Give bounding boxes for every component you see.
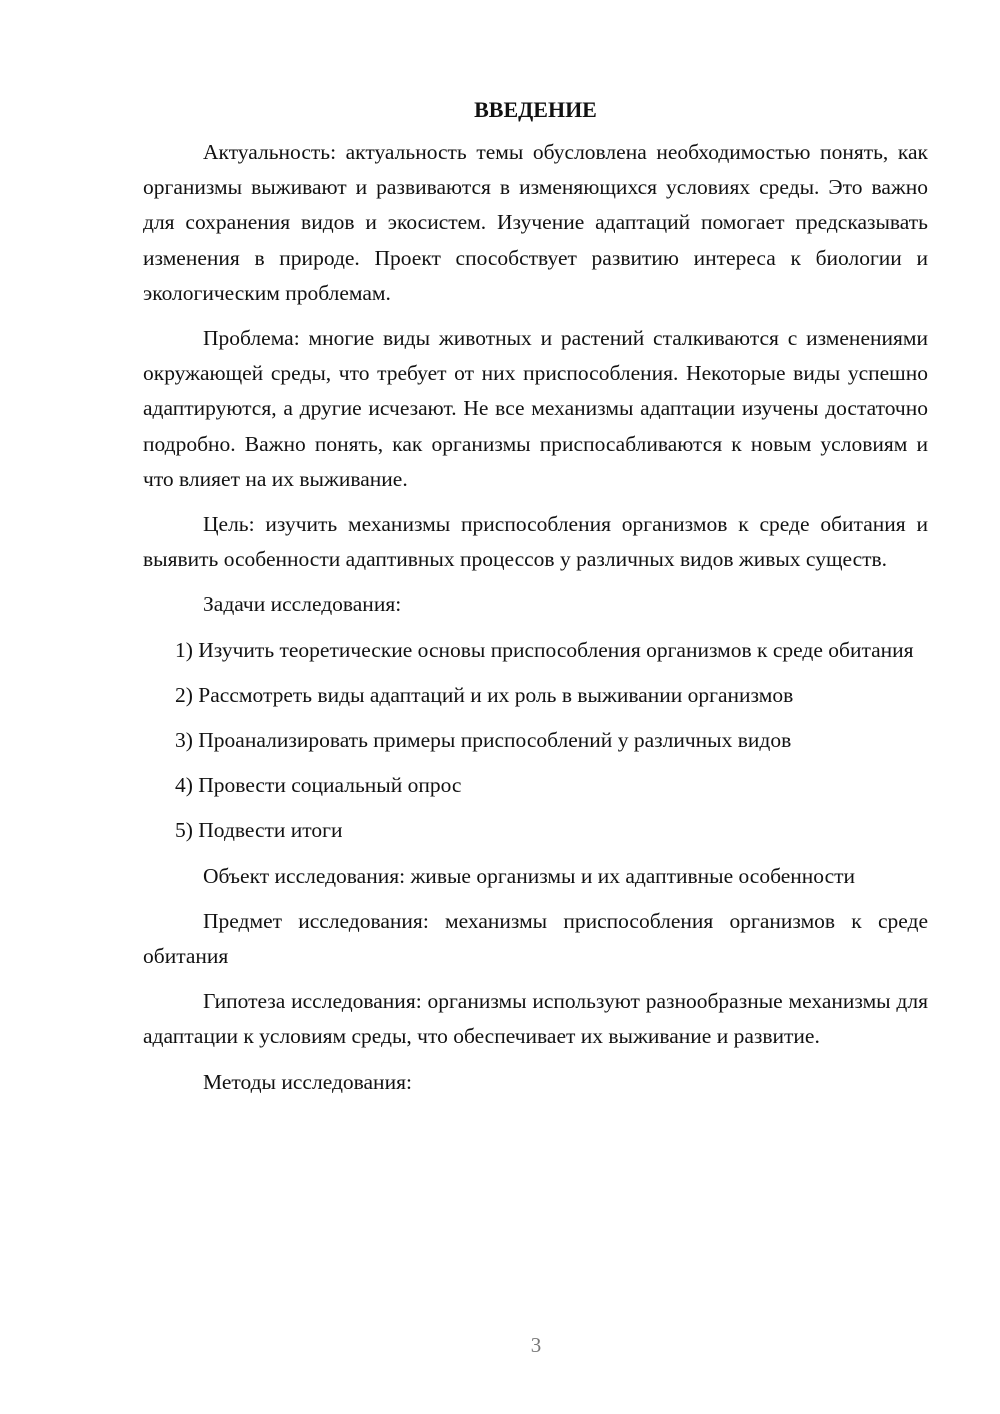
object-paragraph: Объект исследования: живые организмы и их адаптивные особенности [203,863,856,888]
tasks-title: Задачи исследования: [203,592,402,617]
task-item-3: 3) Проанализировать примеры приспособлений у различных видов [175,728,792,753]
task-item-2: 2) Рассмотреть виды адаптаций и их роль в выживании организмов [175,682,794,707]
hypothesis-paragraph: Гипотеза исследования: организмы используют разнообразные механизмы для адаптации к условиям среды, что обеспечивает их выживание и развитие. [143,989,928,1049]
task-item-5: 5) Подвести итоги [175,818,343,843]
page-number: 3 [530,1333,542,1357]
page-content [143,93,928,1110]
task-item-4: 4) Провести социальный опрос [175,773,462,798]
methods-title: Методы исследования: [203,1069,412,1094]
subject-paragraph: Предмет исследования: механизмы приспособления организмов к среде обитания [143,908,928,969]
task-item-1: 1) Изучить теоретические основы приспособления организмов к среде обитания [175,637,914,662]
goal-paragraph: Цель: изучить механизмы приспособления организмов к среде обитания и выявить особенности адаптивных процессов у различных видов живых существ. [143,512,928,572]
section-heading: ВВЕДЕНИЕ [474,97,597,122]
relevance-paragraph: Актуальность: актуальность темы обусловлена необходимостью понять, как организмы выживают и развиваются в изменяющихся условиях среды. Это важно для сохранения видов и экосистем. Изучение адаптаций помогает предсказывать изменения в природе. Проект способствует развитию интереса к биологии и экологическим проблемам. [143,140,928,305]
problem-paragraph: Проблема: многие виды животных и растений сталкиваются с изменениями окружающей среды, что требует от них приспособления. Некоторые виды успешно адаптируются, а другие исчезают. Не все механизмы адаптации изучены достаточно подробно. Важно понять, как организмы приспосабливаются к новым условиям и что влияет на их выживание. [143,326,928,491]
